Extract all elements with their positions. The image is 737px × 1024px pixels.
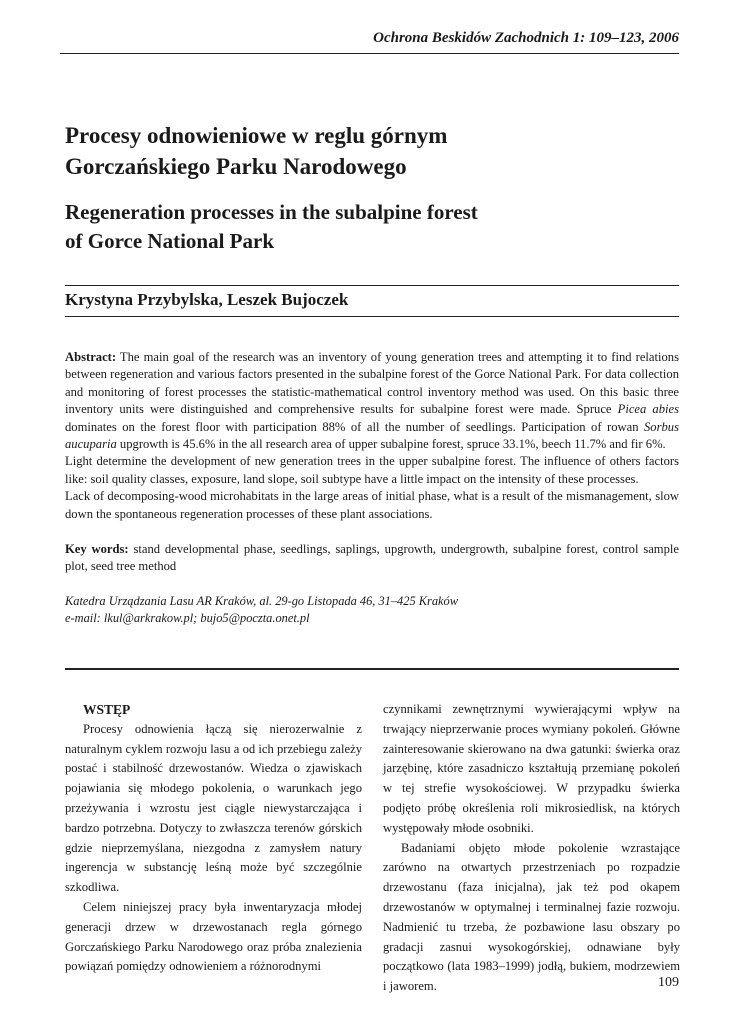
title-english-line2: of Gorce National Park [65,229,274,253]
journal-reference: Ochrona Beskidów Zachodnich 1: 109–123, 2006 [373,30,679,46]
column-left [65,700,362,977]
affiliation-address: Katedra Urządzania Lasu AR Kraków, al. 29-go Listopada 46, 31–425 Kraków [65,594,458,608]
title-polish-line2: Gorczańskiego Parku Narodowego [65,154,407,179]
abstract-paragraph-2: Light determine the development of new generation trees in the upper subalpine forest. The influence of others factors like: soil quality classes, exposure, land slope, soil subtype have a little impact on the intensity of these processes. [65,454,679,486]
affiliation [65,593,679,628]
abstract-label: Abstract: [65,350,117,364]
column-right [383,700,680,997]
section-divider [65,668,679,670]
header-rule [60,53,679,54]
body-paragraph-3: czynnikami zewnętrznymi wywierającymi wpływ na trwający nieprzerwanie proces wymiany pokoleń. Główne zainteresowanie skierowano na dwa gatunki: świerka oraz jarzębinę, które zasadniczo kształtują przemianę pokoleń w tej strefie wysokościowej. W przypadku świerka podjęto próbę określenia roli mikrosiedlisk, na których występowały młode osobniki. [383,702,680,835]
body-paragraph-4: Badaniami objęto młode pokolenie wzrastające zarówno na otwartych przestrzeniach po rozpadzie drzewostanu (faza inicjalna), jak też pod okapem drzewostanów w optymalnej i terminalnej fazie rozwoju. Nadmienić tu trzeba, że pozbawione lasu obszary po gradacji zasnui wysokogórskiej, odnawiane były początkowo (lata 1983–1999) jodłą, bukiem, modrzewiem i jaworem. [383,840,680,994]
keywords-label: Key words: [65,542,129,556]
page-number: 109 [658,975,679,990]
section-heading: WSTĘP [83,702,131,717]
body-paragraph-2: Celem niniejszej pracy była inwentaryzacja młodej generacji drzew w drzewostanach regla górnego Gorczańskiego Parku Narodowego oraz próba znalezienia powiązań pomiędzy odnowieniem a różnorodnymi [65,899,362,974]
affiliation-email: e-mail: lkul@arkrakow.pl; bujo5@poczta.onet.pl [65,611,310,626]
authors-rule-bottom [65,316,679,317]
abstract-paragraph-3: Lack of decomposing-wood microhabitats in the large areas of initial phase, what is a result of the mismanagement, slow down the spontaneous regeneration processes of these plant associations. [65,489,679,521]
species-picea: Picea abies [617,402,680,417]
authors: Krystyna Przybylska, Leszek Bujoczek [65,290,349,309]
abstract-text-b: dominates on the forest floor with participation 88% of all the number of seedlings. Participation of rowan [65,419,644,434]
title-english [65,198,665,256]
abstract-text-c: upgrowth is 45.6% in the all research area of upper subalpine forest, spruce 33.1%, beech 11.7% and fir 6%. [116,437,666,452]
abstract-text-a: The main goal of the research was an inventory of young generation trees and attempting it to find relations between regeneration and various factors presented in the subalpine forest of the Gorce National Park. For data collection and monitoring of forest processes the statistic-mathematical control inventory method was used. On this basic three inventory units were distinguished and comprehensive results for subalpine forest were made. Spruce [65,350,679,417]
title-polish-line1: Procesy odnowieniowe w reglu górnym [65,123,448,148]
title-english-line1: Regeneration processes in the subalpine forest [65,200,478,224]
body-paragraph-1: Procesy odnowienia łączą się nierozerwalnie z naturalnym cyklem rozwoju lasu a od ich przebiegu zależy postać i stabilność drzewostanów. Wiedza o zjawiskach pojawiania się młodego pokolenia, o warunkach jego przeżywania i wzrostu jest ciągle niewystarczająca i bardzo potrzebna. Dotyczy to zwłaszcza terenów górskich gdzie nieprzemyślana, niezgodna z zamysłem natury ingerencja w substancję leśną może być szczególnie szkodliwa. [65,721,362,895]
species-sorbus: Sorbus aucuparia [65,419,679,452]
authors-rule-top [65,285,679,286]
abstract-paragraph-1 [65,349,679,453]
title-polish [65,120,665,182]
abstract [65,349,679,523]
keywords [65,541,679,576]
keywords-text: stand developmental phase, seedlings, saplings, upgrowth, undergrowth, subalpine forest, control sample plot, seed tree method [65,542,679,574]
